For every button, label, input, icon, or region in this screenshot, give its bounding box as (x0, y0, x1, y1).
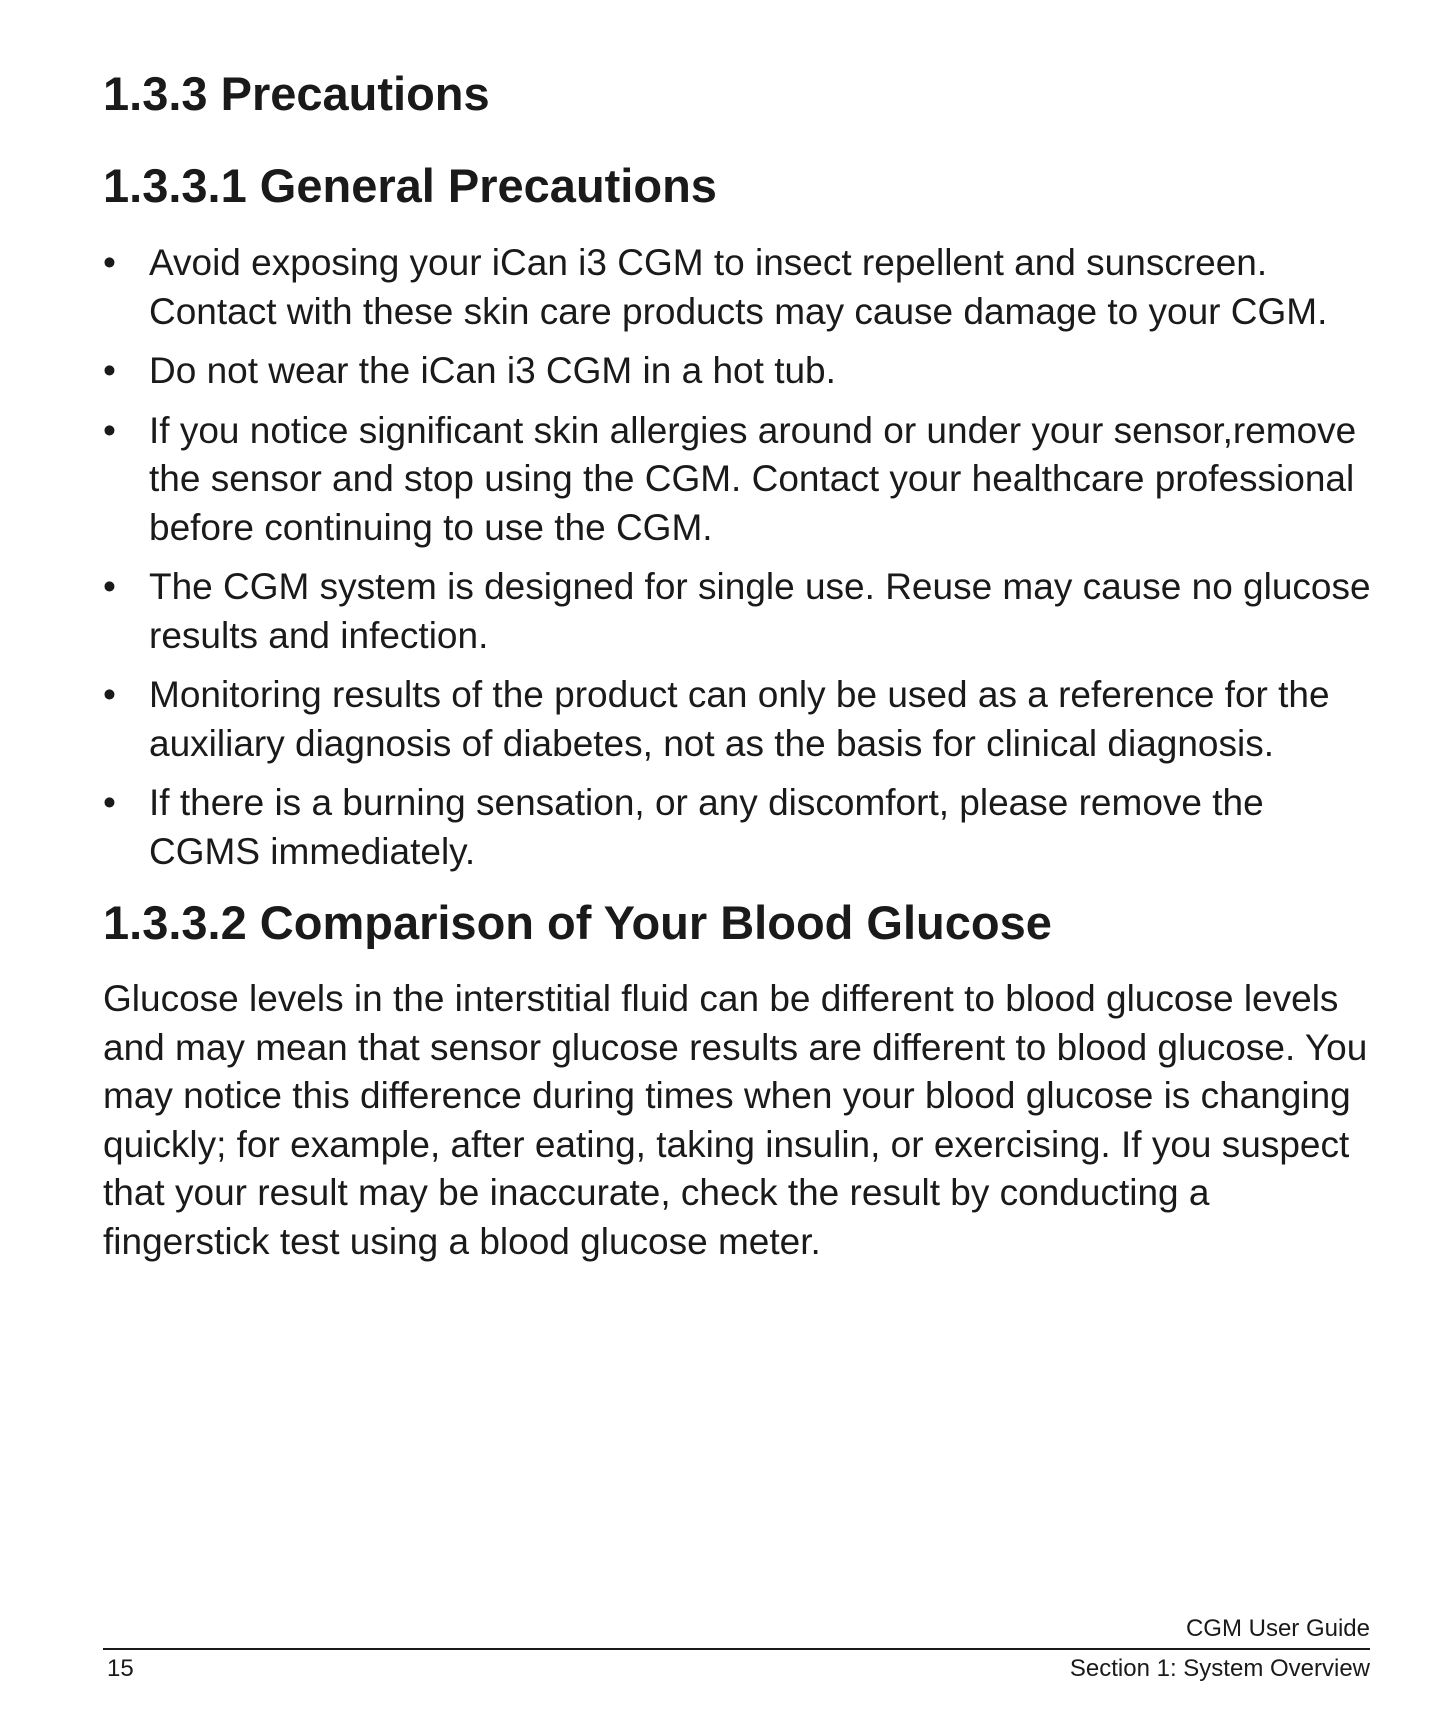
list-item-text: If there is a burning sensation, or any discomfort, please remove the CGMS immediately. (149, 782, 1264, 872)
comparison-heading: 1.3.3.2 Comparison of Your Blood Glucose (103, 896, 1052, 949)
list-item-text: Avoid exposing your iCan i3 CGM to insect repellent and sunscreen. Contact with these skin care products may cause damage to your CGM. (149, 242, 1328, 332)
page-number: 15 (107, 1655, 134, 1682)
general-precautions-heading: 1.3.3.1 General Precautions (103, 159, 717, 212)
list-item (103, 563, 1383, 660)
page-content (103, 58, 1383, 1266)
footer-divider (103, 1648, 1370, 1650)
list-item-text: The CGM system is designed for single use. Reuse may cause no glucose results and infection. (149, 566, 1371, 656)
footer-section-name: Section 1: System Overview (1069, 1655, 1370, 1682)
list-item (103, 347, 1383, 396)
list-item (103, 239, 1383, 336)
page-footer (103, 1614, 1370, 1684)
guide-title: CGM User Guide (1185, 1615, 1370, 1642)
list-item-text: Monitoring results of the product can only be used as a reference for the auxiliary diagnosis of diabetes, not as the basis for clinical diagnosis. (149, 674, 1330, 764)
list-item-text: If you notice significant skin allergies around or under your sensor,remove the sensor and stop using the CGM. Contact your healthcare professional before continuing to use the CGM. (149, 409, 1357, 548)
bullet-icon: • (103, 409, 116, 451)
comparison-paragraph: Glucose levels in the interstitial fluid can be different to blood glucose levels and may mean that sensor glucose results are different to blood glucose. You may notice this difference during times when your blood glucose is changing quickly; for example, after eating, taking insulin, or exercising. If you suspect that your result may be inaccurate, check the result by conducting a fingerstick test using a blood glucose meter. (103, 978, 1368, 1262)
list-item (103, 407, 1383, 553)
precautions-list (103, 239, 1383, 876)
list-item (103, 671, 1383, 768)
bullet-icon: • (103, 782, 116, 823)
list-item (103, 779, 1383, 876)
bullet-icon: • (103, 674, 116, 715)
page-heading: 1.3.3 Precautions (103, 67, 490, 120)
bullet-icon: • (103, 566, 116, 607)
bullet-icon: • (103, 242, 116, 283)
bullet-icon: • (103, 350, 116, 391)
list-item-text: Do not wear the iCan i3 CGM in a hot tub. (149, 350, 836, 391)
